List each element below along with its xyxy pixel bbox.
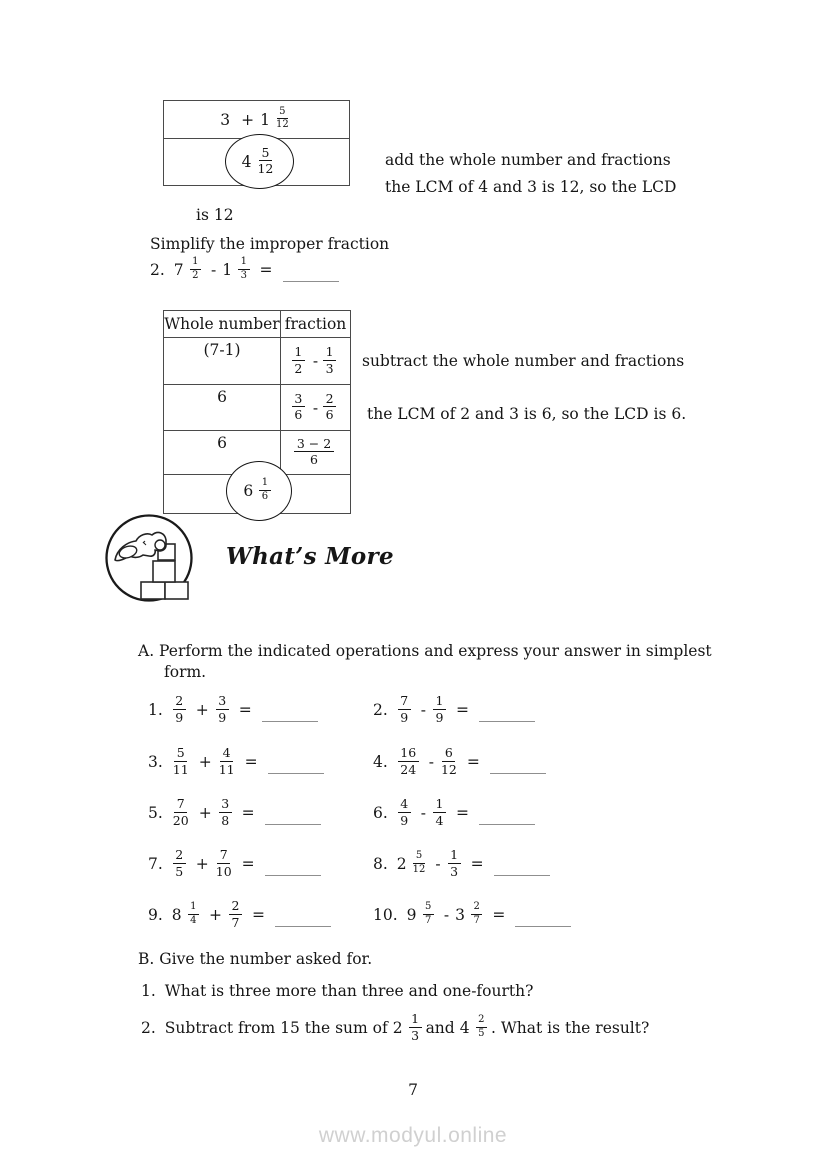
text-token: 7 [173,261,184,279]
numerator: 1 [433,797,446,812]
circled-answer [225,134,294,189]
numerator: 7 [398,694,411,709]
exercise-item [148,847,321,881]
denominator: 2 [294,360,303,376]
operator: = [244,753,258,771]
fraction [292,345,305,374]
denominator: 12 [257,161,274,176]
example2-table [163,310,351,514]
operator: = [466,753,480,771]
denominator: 8 [221,812,230,828]
fraction [238,257,249,281]
fraction [219,797,232,826]
fraction [423,902,434,926]
numerator: 2 [323,392,336,407]
text-token: 1 [260,110,270,129]
text-token: What is three more than three and one-fourth? [164,982,534,1000]
section-b-heading: B. Give the number asked for. [138,950,373,968]
answer-blank [268,761,324,774]
operator: = [259,261,273,279]
operator: + [198,753,212,771]
operator: - [428,753,434,771]
equation [397,849,550,878]
operator: + [198,804,212,822]
expression [243,479,274,503]
answer-blank [275,914,331,927]
answer-blank [515,914,571,927]
whole-number-cell: 6 [164,431,281,474]
fraction [433,694,446,723]
item-number: 3. [148,753,163,771]
operator: - [312,352,319,370]
denominator: 6 [294,407,303,422]
item-number: 7. [148,855,163,873]
numerator: 1 [238,257,249,270]
heading-line: A. Perform the indicated operations and express your answer in simplest [138,642,712,660]
denominator: 9 [400,709,409,725]
fraction [441,746,457,775]
numerator: 5 [413,851,424,864]
numerator: 6 [442,746,455,761]
denominator: 7 [231,914,240,930]
note-line: is 12 [196,206,234,224]
operator: + [195,855,209,873]
denominator: 9 [218,709,227,725]
fraction [173,746,189,775]
denominator: 2 [192,269,199,281]
exercise-item [148,796,321,830]
fraction [229,899,242,928]
denominator: 12 [440,761,457,777]
numerator: 2 [229,899,242,914]
column-header: Whole number [164,311,281,337]
exercise-item [150,253,339,287]
answer-blank [479,709,535,722]
item-number: 5. [148,804,163,822]
numerator: 1 [292,345,305,360]
text-token: 2 [396,855,407,873]
denominator: 6 [325,407,334,422]
numerator: 4 [398,797,411,812]
text-token: 2 [392,1019,403,1037]
text-token: 3 [455,906,466,924]
column-header: fraction [284,315,347,333]
equation [174,258,339,282]
denominator: 24 [400,761,417,777]
denominator: 4 [435,812,444,828]
exercise-item [373,898,571,932]
fraction [476,1015,487,1039]
denominator: 12 [412,863,426,875]
denominator: 20 [172,812,189,828]
answer-blank [262,709,318,722]
answer-blank [265,863,321,876]
fraction [190,257,201,281]
text-token: and [425,1019,455,1037]
note-line: the LCM of 4 and 3 is 12, so the LCD [385,178,677,196]
item-number: 2. [141,1019,156,1037]
numerator: 16 [398,746,419,761]
whats-more-icon [103,512,195,604]
item-number: 2. [150,261,165,279]
item-number: 4. [373,753,388,771]
expression [220,105,292,132]
numerator: 3 [219,797,232,812]
numerator: 2 [173,694,186,709]
section-a-heading [138,641,712,683]
hand-stacking-blocks-icon [103,512,195,604]
page-number: 7 [408,1081,418,1099]
item-number: 1. [141,982,156,1000]
question-text [165,982,534,1000]
example1-table [163,100,350,186]
operator: + [209,906,223,924]
text-token: 8 [171,906,182,924]
denominator: 10 [215,863,232,879]
denominator: 5 [175,863,184,879]
text-token: 6 [243,482,254,500]
numerator: 4 [220,746,233,761]
denominator: 7 [425,914,432,926]
operator: + [195,701,209,719]
fraction [471,902,482,926]
numerator: 3 − 2 [294,437,333,452]
answer-blank [490,761,546,774]
denominator: 9 [400,812,409,828]
denominator: 3 [240,269,248,281]
fraction [292,392,305,421]
operator: - [211,261,217,279]
denominator: 6 [261,490,269,502]
numerator: 1 [190,257,201,270]
equation [397,695,535,724]
numerator: 1 [448,848,461,863]
text-token: Subtract from 15 the sum of [164,1019,388,1037]
operator: = [470,855,484,873]
section-title: What’s More [226,543,394,570]
answer-blank [479,812,535,825]
operator: = [241,855,255,873]
expression [291,390,340,422]
numerator: 2 [476,1015,487,1028]
fraction [259,478,270,502]
answer-blank [265,812,321,825]
fraction [216,694,229,723]
equation [172,695,318,724]
denominator: 12 [276,119,289,130]
exercise-item [373,693,535,727]
equation [397,747,546,776]
numerator: 1 [433,694,446,709]
answer-blank [494,863,550,876]
equation [172,900,331,929]
item-number: 9. [148,906,163,924]
expression [293,435,337,467]
fraction-cell [281,385,350,430]
whole-number-cell: 6 [164,385,281,430]
text-token: 4 [459,1019,470,1037]
operator: - [420,701,426,719]
exercise-item [373,796,535,830]
operator: = [252,906,265,924]
fraction [409,1012,422,1041]
fraction [173,694,186,723]
denominator: 11 [218,761,235,777]
numerator: 7 [217,848,230,863]
fraction [323,345,336,374]
equation [172,849,321,878]
fraction [433,797,446,826]
exercise-item [373,847,550,881]
operator: + [241,110,255,129]
equation [397,798,535,827]
answer-blank [283,269,339,282]
denominator: 9 [435,709,444,725]
operator: = [238,701,252,719]
fraction [276,107,289,131]
text-token: 1 [222,261,233,279]
question-text [165,1013,650,1042]
operator: - [443,906,450,924]
exercise-item [148,898,331,932]
text-token: . What is the result? [490,1019,650,1037]
fraction [398,694,411,723]
numerator: 3 [292,392,305,407]
text-token: 4 [241,152,252,171]
equation [407,903,572,927]
fraction [448,848,461,877]
fraction [219,746,235,775]
denominator: 5 [478,1027,485,1039]
item-number: 2. [373,701,388,719]
note-line: add the whole number and fractions [385,151,671,169]
item-number: 8. [373,855,388,873]
exercise-item [148,745,324,779]
numerator: 7 [174,797,187,812]
equation [172,798,321,827]
note-line: subtract the whole number and fractions [362,352,685,370]
fraction [216,848,232,877]
denominator: 9 [175,709,184,725]
denominator: 3 [325,360,334,376]
fraction [257,146,273,175]
denominator: 11 [172,761,189,777]
note-line: Simplify the improper fraction [150,235,390,253]
numerator: 5 [174,746,187,761]
exercise-item [373,745,546,779]
equation [172,747,324,776]
expression [241,144,278,176]
operator: - [312,398,319,417]
denominator: 3 [450,863,459,879]
fraction [173,848,186,877]
operator: = [241,804,255,822]
table-row [164,337,350,384]
numerator: 2 [173,848,186,863]
denominator: 3 [411,1027,420,1043]
fraction-cell [281,338,350,384]
numerator: 5 [277,107,288,120]
table-row [164,384,350,430]
numerator: 5 [259,146,272,161]
operator: - [435,855,441,873]
fraction [188,902,199,926]
text-token: 9 [406,906,417,924]
heading-line: form. [164,663,207,681]
table-header-row [164,311,350,337]
fraction [413,851,426,875]
numerator: 1 [259,478,270,491]
numerator: 3 [216,694,229,709]
fraction [398,797,411,826]
exercise-item [148,693,318,727]
denominator: 6 [310,452,318,467]
denominator: 4 [190,914,197,926]
item-number: 10. [373,906,398,924]
word-problem [141,1010,649,1046]
numerator: 1 [323,345,336,360]
word-problem [141,980,533,1002]
note-line: the LCM of 2 and 3 is 6, so the LCD is 6. [367,405,687,423]
whole-number-cell: (7-1) [164,338,281,384]
item-number: 6. [373,804,388,822]
expression [291,346,340,375]
numerator: 1 [409,1012,422,1027]
fraction [294,437,333,466]
item-number: 1. [148,701,163,719]
numerator: 5 [423,902,434,915]
operator: = [492,906,506,924]
operator: = [455,701,469,719]
fraction [398,746,419,775]
operator: - [420,804,426,822]
watermark: www.modyul.online [318,1124,508,1147]
text-token: 3 [220,110,231,129]
circled-answer [226,461,292,521]
denominator: 7 [473,914,480,926]
operator: = [455,804,469,822]
fraction [323,392,336,421]
numerator: 2 [471,902,482,915]
fraction [173,797,189,826]
numerator: 1 [188,902,199,915]
fraction-cell [281,431,350,474]
